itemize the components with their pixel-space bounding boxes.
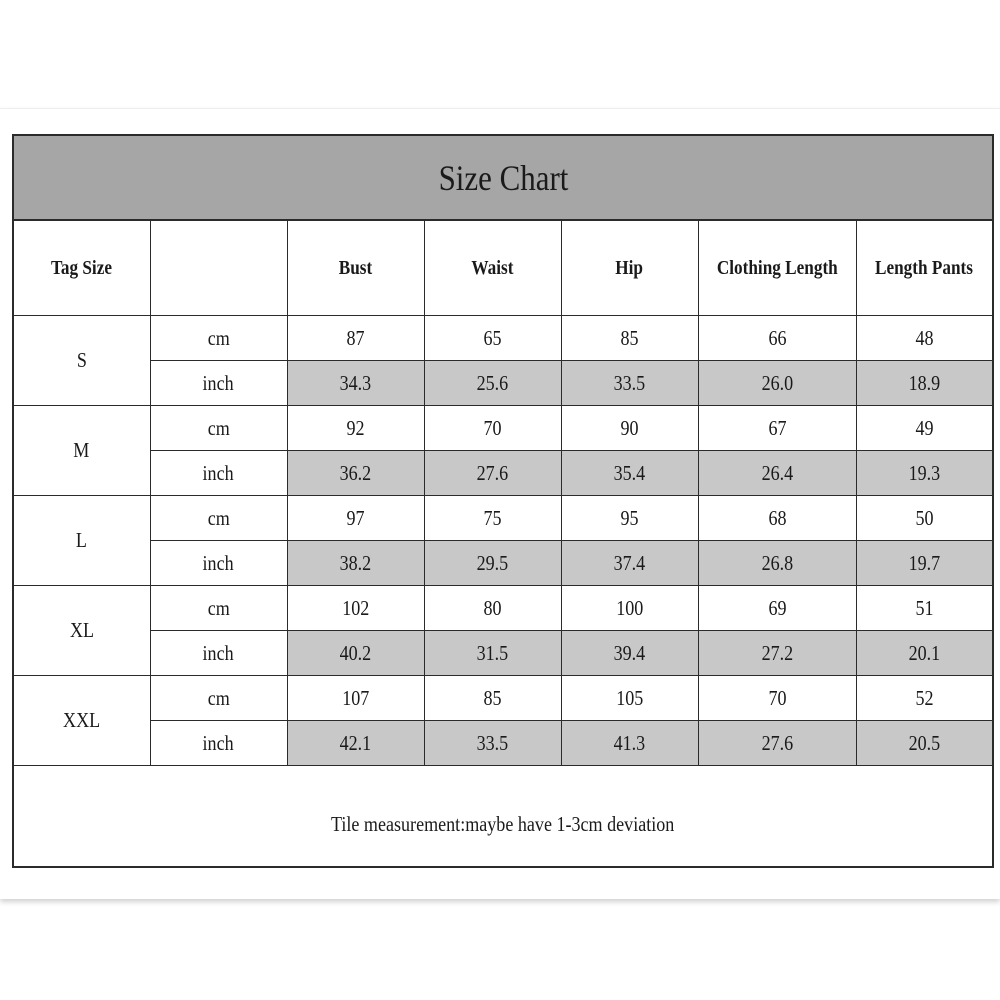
tag-size-cell: M bbox=[14, 406, 150, 496]
measurement-cell: 65 bbox=[424, 316, 561, 361]
unit-cell: cm bbox=[150, 406, 287, 451]
table-row bbox=[14, 406, 992, 451]
measurement-cell: 48 bbox=[856, 316, 992, 361]
measurement-cell: 102 bbox=[287, 586, 424, 631]
table-row bbox=[14, 316, 992, 361]
tag-size-cell: XXL bbox=[14, 676, 150, 766]
measurement-cell: 27.2 bbox=[698, 631, 856, 676]
table-row bbox=[14, 541, 992, 586]
measurement-cell: 107 bbox=[287, 676, 424, 721]
measurement-cell: 26.0 bbox=[698, 361, 856, 406]
measurement-cell: 105 bbox=[561, 676, 698, 721]
tag-size-cell: S bbox=[14, 316, 150, 406]
unit-cell: cm bbox=[150, 676, 287, 721]
unit-cell: inch bbox=[150, 451, 287, 496]
measurement-cell: 75 bbox=[424, 496, 561, 541]
measurement-cell: 92 bbox=[287, 406, 424, 451]
measurement-cell: 41.3 bbox=[561, 721, 698, 766]
measurement-cell: 69 bbox=[698, 586, 856, 631]
chart-title: Size Chart bbox=[438, 157, 568, 198]
measurement-cell: 52 bbox=[856, 676, 992, 721]
header-waist: Waist bbox=[424, 221, 561, 316]
table-row bbox=[14, 676, 992, 721]
measurement-cell: 20.5 bbox=[856, 721, 992, 766]
table-row bbox=[14, 496, 992, 541]
measurement-cell: 19.7 bbox=[856, 541, 992, 586]
tag-size-cell: XL bbox=[14, 586, 150, 676]
table-row bbox=[14, 721, 992, 766]
table-row bbox=[14, 631, 992, 676]
measurement-cell: 26.8 bbox=[698, 541, 856, 586]
measurement-cell: 51 bbox=[856, 586, 992, 631]
chart-title-bar bbox=[14, 136, 992, 221]
measurement-cell: 66 bbox=[698, 316, 856, 361]
measurement-cell: 25.6 bbox=[424, 361, 561, 406]
measurement-cell: 95 bbox=[561, 496, 698, 541]
unit-cell: cm bbox=[150, 496, 287, 541]
measurement-cell: 68 bbox=[698, 496, 856, 541]
measurement-cell: 85 bbox=[424, 676, 561, 721]
unit-cell: cm bbox=[150, 586, 287, 631]
measurement-cell: 36.2 bbox=[287, 451, 424, 496]
measurement-cell: 100 bbox=[561, 586, 698, 631]
measurement-cell: 67 bbox=[698, 406, 856, 451]
unit-cell: inch bbox=[150, 721, 287, 766]
header-unit bbox=[150, 221, 287, 316]
measurement-cell: 85 bbox=[561, 316, 698, 361]
measurement-cell: 26.4 bbox=[698, 451, 856, 496]
measurement-cell: 19.3 bbox=[856, 451, 992, 496]
measurement-cell: 70 bbox=[698, 676, 856, 721]
measurement-cell: 49 bbox=[856, 406, 992, 451]
unit-cell: inch bbox=[150, 541, 287, 586]
table-row bbox=[14, 361, 992, 406]
tag-size-cell: L bbox=[14, 496, 150, 586]
measurement-cell: 20.1 bbox=[856, 631, 992, 676]
measurement-cell: 90 bbox=[561, 406, 698, 451]
measurement-cell: 27.6 bbox=[698, 721, 856, 766]
measurement-cell: 33.5 bbox=[561, 361, 698, 406]
measurement-cell: 40.2 bbox=[287, 631, 424, 676]
measurement-cell: 33.5 bbox=[424, 721, 561, 766]
measurement-cell: 18.9 bbox=[856, 361, 992, 406]
measurement-note: Tile measurement:maybe have 1-3cm deviation bbox=[331, 811, 675, 836]
table-row bbox=[14, 451, 992, 496]
measurement-cell: 27.6 bbox=[424, 451, 561, 496]
measurement-cell: 50 bbox=[856, 496, 992, 541]
measurement-cell: 37.4 bbox=[561, 541, 698, 586]
measurement-cell: 34.3 bbox=[287, 361, 424, 406]
header-length-pants: Length Pants bbox=[856, 221, 992, 316]
header-hip: Hip bbox=[561, 221, 698, 316]
measurement-cell: 97 bbox=[287, 496, 424, 541]
header-tag-size: Tag Size bbox=[14, 221, 150, 316]
measurement-cell: 87 bbox=[287, 316, 424, 361]
measurement-cell: 31.5 bbox=[424, 631, 561, 676]
measurement-cell: 35.4 bbox=[561, 451, 698, 496]
header-bust: Bust bbox=[287, 221, 424, 316]
measurement-cell: 42.1 bbox=[287, 721, 424, 766]
unit-cell: inch bbox=[150, 631, 287, 676]
measurement-cell: 39.4 bbox=[561, 631, 698, 676]
measurement-cell: 80 bbox=[424, 586, 561, 631]
header-row bbox=[14, 221, 992, 316]
size-table bbox=[14, 221, 992, 766]
measurement-cell: 38.2 bbox=[287, 541, 424, 586]
unit-cell: inch bbox=[150, 361, 287, 406]
size-chart bbox=[12, 134, 994, 868]
measurement-cell: 29.5 bbox=[424, 541, 561, 586]
measurement-cell: 70 bbox=[424, 406, 561, 451]
table-row bbox=[14, 586, 992, 631]
header-clothing-length: Clothing Length bbox=[698, 221, 856, 316]
unit-cell: cm bbox=[150, 316, 287, 361]
